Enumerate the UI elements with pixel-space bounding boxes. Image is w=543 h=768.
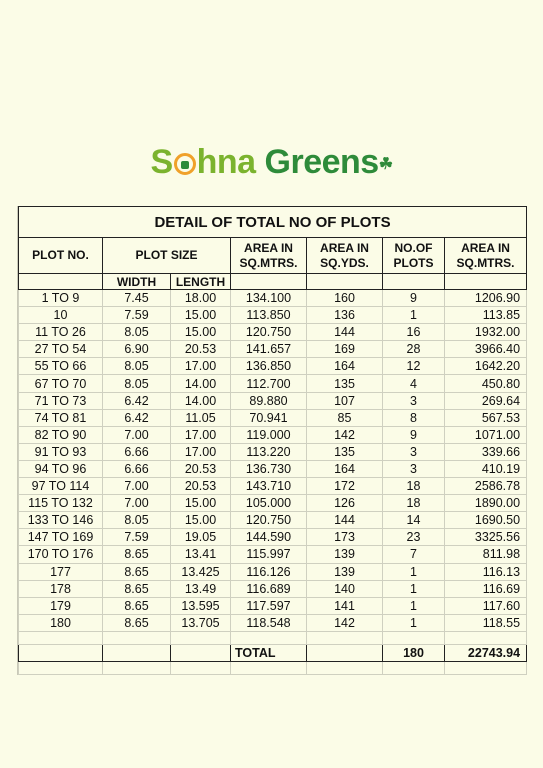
cell-total-area: 3966.40 <box>445 341 527 358</box>
cell-width: 6.42 <box>103 409 171 426</box>
cell-length: 19.05 <box>171 529 231 546</box>
logo-text-hna: hna <box>196 143 256 181</box>
leaf-icon: ☘ <box>378 156 393 174</box>
blank-cell <box>231 631 307 644</box>
cell-no-of-plots: 3 <box>383 392 445 409</box>
blank-cell <box>307 631 383 644</box>
cell-area-sqyd: 169 <box>307 341 383 358</box>
cell-no-of-plots: 1 <box>383 563 445 580</box>
cell-length: 13.41 <box>171 546 231 563</box>
cell-no-of-plots: 1 <box>383 614 445 631</box>
table-row <box>19 546 527 563</box>
cell-length: 13.49 <box>171 580 231 597</box>
cell-area-sqm: 118.548 <box>231 614 307 631</box>
cell-plot-no: 67 TO 70 <box>19 375 103 392</box>
subheader-blank <box>383 274 445 290</box>
cell-plot-no: 27 TO 54 <box>19 341 103 358</box>
subheader-blank <box>231 274 307 290</box>
cell-area-sqm: 116.689 <box>231 580 307 597</box>
cell-area-sqm: 119.000 <box>231 426 307 443</box>
cell-total-area: 116.69 <box>445 580 527 597</box>
cell-width: 8.65 <box>103 614 171 631</box>
cell-no-of-plots: 1 <box>383 597 445 614</box>
cell-no-of-plots: 14 <box>383 512 445 529</box>
cell-area-sqm: 120.750 <box>231 324 307 341</box>
cell-length: 15.00 <box>171 495 231 512</box>
cell-area-sqm: 134.100 <box>231 290 307 307</box>
cell-plot-no: 82 TO 90 <box>19 426 103 443</box>
header-plot-size: PLOT SIZE <box>103 238 231 274</box>
subheader-width: WIDTH <box>103 274 171 290</box>
cell-width: 7.00 <box>103 495 171 512</box>
cell-length: 15.00 <box>171 324 231 341</box>
cell-plot-no: 91 TO 93 <box>19 443 103 460</box>
cell-area-sqyd: 140 <box>307 580 383 597</box>
cell-total-area: 1890.00 <box>445 495 527 512</box>
total-blank <box>19 644 103 661</box>
cell-area-sqm: 120.750 <box>231 512 307 529</box>
cell-total-area: 1642.20 <box>445 358 527 375</box>
subheader-row <box>19 274 527 290</box>
cell-plot-no: 11 TO 26 <box>19 324 103 341</box>
total-blank <box>171 644 231 661</box>
cell-plot-no: 97 TO 114 <box>19 478 103 495</box>
blank-row <box>19 631 527 644</box>
cell-plot-no: 74 TO 81 <box>19 409 103 426</box>
cell-width: 7.45 <box>103 290 171 307</box>
cell-area-sqyd: 139 <box>307 546 383 563</box>
cell-total-area: 811.98 <box>445 546 527 563</box>
blank-cell <box>171 631 231 644</box>
cell-length: 17.00 <box>171 426 231 443</box>
plots-sheet <box>17 206 526 675</box>
table-row <box>19 597 527 614</box>
cell-length: 15.00 <box>171 512 231 529</box>
cell-length: 13.595 <box>171 597 231 614</box>
table-row <box>19 307 527 324</box>
table-row <box>19 580 527 597</box>
cell-total-area: 567.53 <box>445 409 527 426</box>
cell-area-sqyd: 164 <box>307 358 383 375</box>
cell-area-sqm: 113.850 <box>231 307 307 324</box>
blank-cell <box>307 661 383 674</box>
cell-no-of-plots: 4 <box>383 375 445 392</box>
cell-area-sqm: 89.880 <box>231 392 307 409</box>
cell-no-of-plots: 23 <box>383 529 445 546</box>
cell-length: 11.05 <box>171 409 231 426</box>
cell-total-area: 113.85 <box>445 307 527 324</box>
cell-total-area: 1071.00 <box>445 426 527 443</box>
plots-table <box>18 206 527 675</box>
cell-plot-no: 94 TO 96 <box>19 460 103 477</box>
cell-no-of-plots: 28 <box>383 341 445 358</box>
cell-area-sqyd: 107 <box>307 392 383 409</box>
header-row <box>19 238 527 274</box>
table-row <box>19 426 527 443</box>
header-no-of-plots: NO.OF PLOTS <box>383 238 445 274</box>
logo-sun-icon <box>174 153 196 175</box>
cell-total-area: 339.66 <box>445 443 527 460</box>
cell-total-area: 450.80 <box>445 375 527 392</box>
cell-no-of-plots: 8 <box>383 409 445 426</box>
sohna-greens-logo <box>0 143 543 182</box>
cell-area-sqm: 105.000 <box>231 495 307 512</box>
blank-cell <box>103 661 171 674</box>
cell-width: 8.05 <box>103 375 171 392</box>
cell-area-sqm: 113.220 <box>231 443 307 460</box>
total-count: 180 <box>383 644 445 661</box>
cell-total-area: 269.64 <box>445 392 527 409</box>
cell-area-sqyd: 142 <box>307 614 383 631</box>
cell-area-sqm: 141.657 <box>231 341 307 358</box>
cell-no-of-plots: 18 <box>383 495 445 512</box>
cell-area-sqyd: 144 <box>307 324 383 341</box>
cell-no-of-plots: 12 <box>383 358 445 375</box>
table-row <box>19 478 527 495</box>
table-row <box>19 409 527 426</box>
cell-area-sqm: 70.941 <box>231 409 307 426</box>
cell-total-area: 1932.00 <box>445 324 527 341</box>
cell-length: 14.00 <box>171 375 231 392</box>
cell-plot-no: 178 <box>19 580 103 597</box>
cell-area-sqm: 112.700 <box>231 375 307 392</box>
total-row <box>19 644 527 661</box>
cell-area-sqyd: 173 <box>307 529 383 546</box>
cell-area-sqyd: 139 <box>307 563 383 580</box>
table-row <box>19 512 527 529</box>
cell-no-of-plots: 18 <box>383 478 445 495</box>
cell-length: 17.00 <box>171 358 231 375</box>
header-area-sqyd: AREA IN SQ.YDS. <box>307 238 383 274</box>
cell-width: 7.00 <box>103 478 171 495</box>
table-row <box>19 324 527 341</box>
blank-cell <box>103 631 171 644</box>
total-area: 22743.94 <box>445 644 527 661</box>
cell-area-sqyd: 164 <box>307 460 383 477</box>
cell-width: 7.59 <box>103 529 171 546</box>
cell-plot-no: 133 TO 146 <box>19 512 103 529</box>
table-row <box>19 495 527 512</box>
cell-total-area: 1690.50 <box>445 512 527 529</box>
cell-total-area: 2586.78 <box>445 478 527 495</box>
cell-area-sqm: 136.850 <box>231 358 307 375</box>
cell-total-area: 410.19 <box>445 460 527 477</box>
cell-area-sqyd: 160 <box>307 290 383 307</box>
table-title: DETAIL OF TOTAL NO OF PLOTS <box>19 207 527 238</box>
cell-no-of-plots: 1 <box>383 580 445 597</box>
subheader-length: LENGTH <box>171 274 231 290</box>
blank-cell <box>445 661 527 674</box>
cell-length: 20.53 <box>171 460 231 477</box>
cell-area-sqyd: 144 <box>307 512 383 529</box>
logo-text-s: S <box>150 143 173 181</box>
cell-width: 8.65 <box>103 580 171 597</box>
cell-length: 20.53 <box>171 341 231 358</box>
table-row <box>19 443 527 460</box>
blank-row <box>19 661 527 674</box>
cell-area-sqm: 144.590 <box>231 529 307 546</box>
cell-plot-no: 115 TO 132 <box>19 495 103 512</box>
blank-cell <box>19 631 103 644</box>
cell-area-sqm: 136.730 <box>231 460 307 477</box>
cell-width: 6.66 <box>103 460 171 477</box>
cell-no-of-plots: 16 <box>383 324 445 341</box>
cell-length: 17.00 <box>171 443 231 460</box>
cell-total-area: 116.13 <box>445 563 527 580</box>
blank-cell <box>383 661 445 674</box>
cell-plot-no: 170 TO 176 <box>19 546 103 563</box>
blank-cell <box>445 631 527 644</box>
total-blank <box>307 644 383 661</box>
table-row <box>19 358 527 375</box>
cell-no-of-plots: 1 <box>383 307 445 324</box>
total-label: TOTAL <box>231 644 307 661</box>
cell-width: 8.05 <box>103 512 171 529</box>
cell-no-of-plots: 9 <box>383 426 445 443</box>
cell-area-sqyd: 136 <box>307 307 383 324</box>
cell-plot-no: 55 TO 66 <box>19 358 103 375</box>
cell-total-area: 118.55 <box>445 614 527 631</box>
cell-total-area: 1206.90 <box>445 290 527 307</box>
cell-plot-no: 71 TO 73 <box>19 392 103 409</box>
logo-text-greens: Greens <box>264 143 379 181</box>
cell-length: 20.53 <box>171 478 231 495</box>
cell-width: 6.66 <box>103 443 171 460</box>
cell-length: 13.705 <box>171 614 231 631</box>
table-row <box>19 290 527 307</box>
cell-total-area: 117.60 <box>445 597 527 614</box>
table-title-row <box>19 207 527 238</box>
subheader-blank <box>307 274 383 290</box>
cell-no-of-plots: 9 <box>383 290 445 307</box>
cell-total-area: 3325.56 <box>445 529 527 546</box>
table-row <box>19 375 527 392</box>
cell-area-sqyd: 141 <box>307 597 383 614</box>
subheader-blank <box>445 274 527 290</box>
cell-plot-no: 10 <box>19 307 103 324</box>
cell-area-sqyd: 142 <box>307 426 383 443</box>
cell-length: 15.00 <box>171 307 231 324</box>
blank-cell <box>19 661 103 674</box>
cell-plot-no: 179 <box>19 597 103 614</box>
header-total-area: AREA IN SQ.MTRS. <box>445 238 527 274</box>
table-row <box>19 460 527 477</box>
cell-no-of-plots: 3 <box>383 443 445 460</box>
cell-no-of-plots: 7 <box>383 546 445 563</box>
cell-plot-no: 177 <box>19 563 103 580</box>
subheader-blank <box>19 274 103 290</box>
cell-width: 8.05 <box>103 324 171 341</box>
table-row <box>19 529 527 546</box>
cell-width: 8.65 <box>103 563 171 580</box>
header-area-sqm: AREA IN SQ.MTRS. <box>231 238 307 274</box>
cell-area-sqyd: 126 <box>307 495 383 512</box>
header-plot-no: PLOT NO. <box>19 238 103 274</box>
cell-area-sqm: 116.126 <box>231 563 307 580</box>
cell-area-sqm: 117.597 <box>231 597 307 614</box>
cell-area-sqyd: 85 <box>307 409 383 426</box>
cell-plot-no: 180 <box>19 614 103 631</box>
cell-width: 8.05 <box>103 358 171 375</box>
cell-width: 8.65 <box>103 546 171 563</box>
cell-width: 6.42 <box>103 392 171 409</box>
cell-length: 13.425 <box>171 563 231 580</box>
blank-cell <box>171 661 231 674</box>
table-row <box>19 614 527 631</box>
blank-cell <box>231 661 307 674</box>
cell-area-sqyd: 172 <box>307 478 383 495</box>
table-row <box>19 341 527 358</box>
blank-cell <box>383 631 445 644</box>
cell-area-sqm: 143.710 <box>231 478 307 495</box>
table-row <box>19 563 527 580</box>
cell-width: 8.65 <box>103 597 171 614</box>
cell-area-sqm: 115.997 <box>231 546 307 563</box>
cell-no-of-plots: 3 <box>383 460 445 477</box>
cell-width: 7.59 <box>103 307 171 324</box>
total-blank <box>103 644 171 661</box>
cell-area-sqyd: 135 <box>307 375 383 392</box>
table-row <box>19 392 527 409</box>
cell-length: 14.00 <box>171 392 231 409</box>
cell-width: 7.00 <box>103 426 171 443</box>
cell-width: 6.90 <box>103 341 171 358</box>
cell-area-sqyd: 135 <box>307 443 383 460</box>
cell-length: 18.00 <box>171 290 231 307</box>
cell-plot-no: 147 TO 169 <box>19 529 103 546</box>
cell-plot-no: 1 TO 9 <box>19 290 103 307</box>
